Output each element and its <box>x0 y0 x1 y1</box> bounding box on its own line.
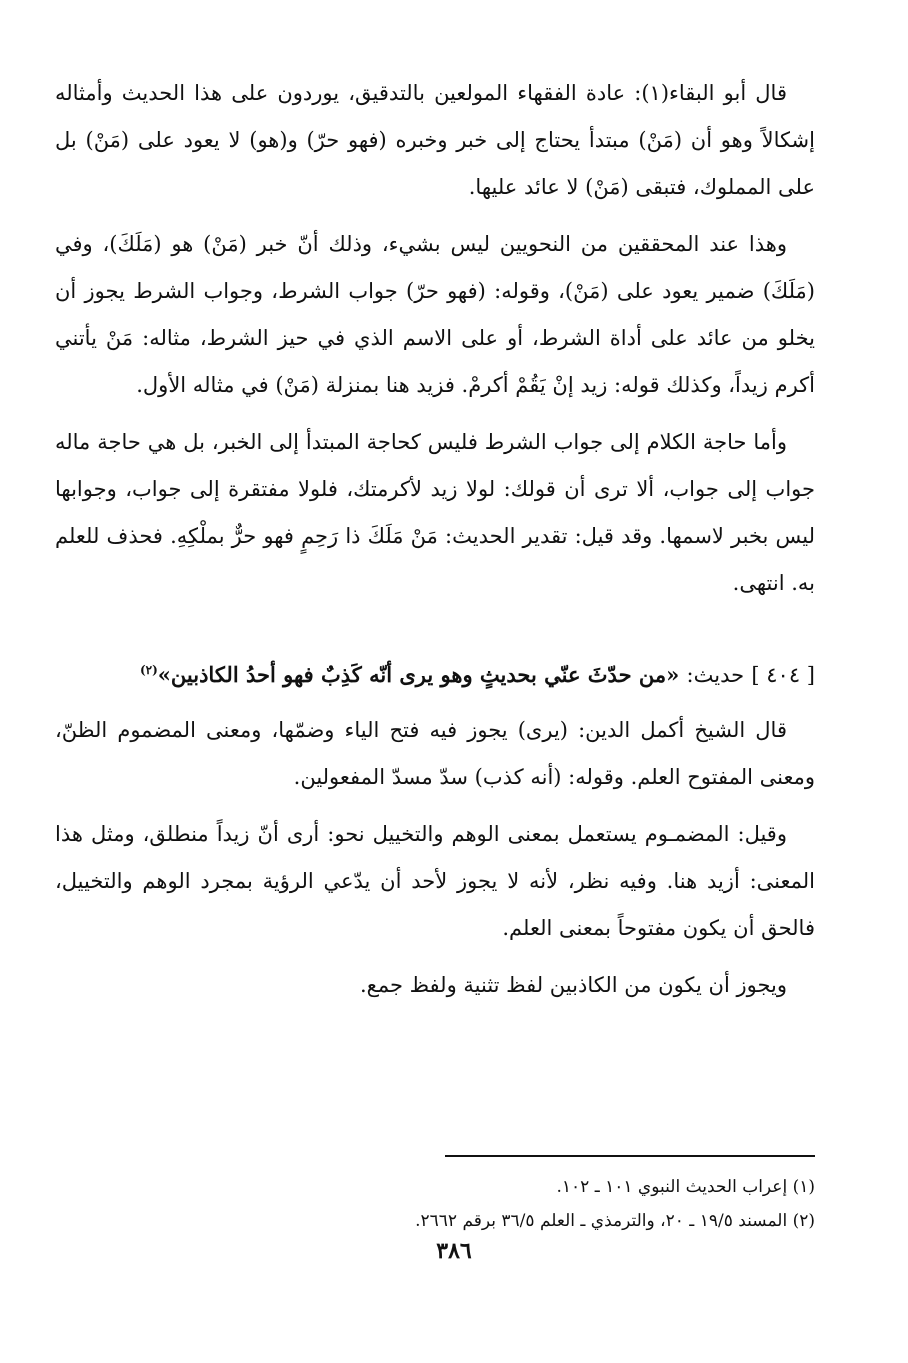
hadith-label: حديث: <box>686 663 745 687</box>
footnote-2: (٢) المسند ١٩/٥ ـ ٢٠، والترمذي ـ العلم ٣٦/٥ برقم ٢٦٦٢. <box>415 1211 815 1231</box>
paragraph-jawab-shart: وأما حاجة الكلام إلى جواب الشرط فليس كحاجة المبتدأ إلى الخبر، بل هي حاجة ماله جواب إلى جواب، ألا ترى أن قولك: لولا زيد لأكرمتك، فلولا مفتقرة إلى جواب، وجوابها ليس بخبر لاسمها. وقد قيل: تقدير الحديث: مَنْ مَلَكَ ذا رَحِمٍ فهو حرٌّ بملْكِهِ. فحذف للعلم به. انتهى. <box>55 430 815 595</box>
page-number: ٣٨٦ <box>436 1238 472 1264</box>
hadith-heading <box>55 651 815 699</box>
paragraph-akmal-aldin: قال الشيخ أكمل الدين: (يرى) يجوز فيه فتح الياء وضمّها، ومعنى المضموم الظنّ، ومعنى المفتوح العلم. وقوله: (أنه كذب) سدّ مسدّ المفعولين. <box>55 718 815 789</box>
footnote-1: (١) إعراب الحديث النبوي ١٠١ ـ ١٠٢. <box>556 1177 815 1197</box>
page-body <box>55 70 815 1019</box>
footnotes <box>55 1170 815 1238</box>
paragraph-kadhibin: ويجوز أن يكون من الكاذبين لفظ تثنية ولفظ جمع. <box>359 973 787 997</box>
paragraph-madmum: وقيل: المضمـوم يستعمل بمعنى الوهم والتخييل نحو: أرى أنّ زيداً منطلق، ومثل هذا المعنى: أزيد هنا. وفيه نظر، لأنه لا يجوز لأحد أن يدّعي الرؤية بمجرد الوهم والتخييل، فالحق أن يكون مفتوحاً بمعنى العلم. <box>55 822 815 940</box>
section-gap <box>55 617 815 651</box>
hadith-number: [ ٤٠٤ ] <box>751 663 815 687</box>
hadith-text: «من حدّثَ عنّي بحديثٍ وهو يرى أنّه كَذِبٌ فهو أحدُ الكاذبين» <box>157 662 680 687</box>
footnote-divider <box>445 1155 815 1157</box>
hadith-footnote-ref: (٢) <box>139 663 158 677</box>
paragraph-nahw-explanation: وهذا عند المحققين من النحويين ليس بشيء، وذلك أنّ خبر (مَنْ) هو (مَلَكَ)، وفي (مَلَكَ) ضمير يعود على (مَنْ)، وقوله: (فهو حرّ) جواب الشرط، وجواب الشرط يجوز أن يخلو من عائد على أداة الشرط، أو على الاسم الذي في حيز الشرط، مثاله: مَنْ يأتني أكرم زيداً، وكذلك قوله: زيد إنْ يَقُمْ أكرمْ. فزيد هنا بمنزلة (مَنْ) في مثاله الأول. <box>55 232 815 397</box>
paragraph-abu-albaqa: قال أبو البقاء(١): عادة الفقهاء المولعين بالتدقيق، يوردون على هذا الحديث وأمثاله إشكالاً وهو أن (مَنْ) مبتدأ يحتاج إلى خبر وخبره (فهو حرّ) و(هو) لا يعود على (مَنْ) بل على المملوك، فتبقى (مَنْ) لا عائد عليها. <box>55 81 815 199</box>
